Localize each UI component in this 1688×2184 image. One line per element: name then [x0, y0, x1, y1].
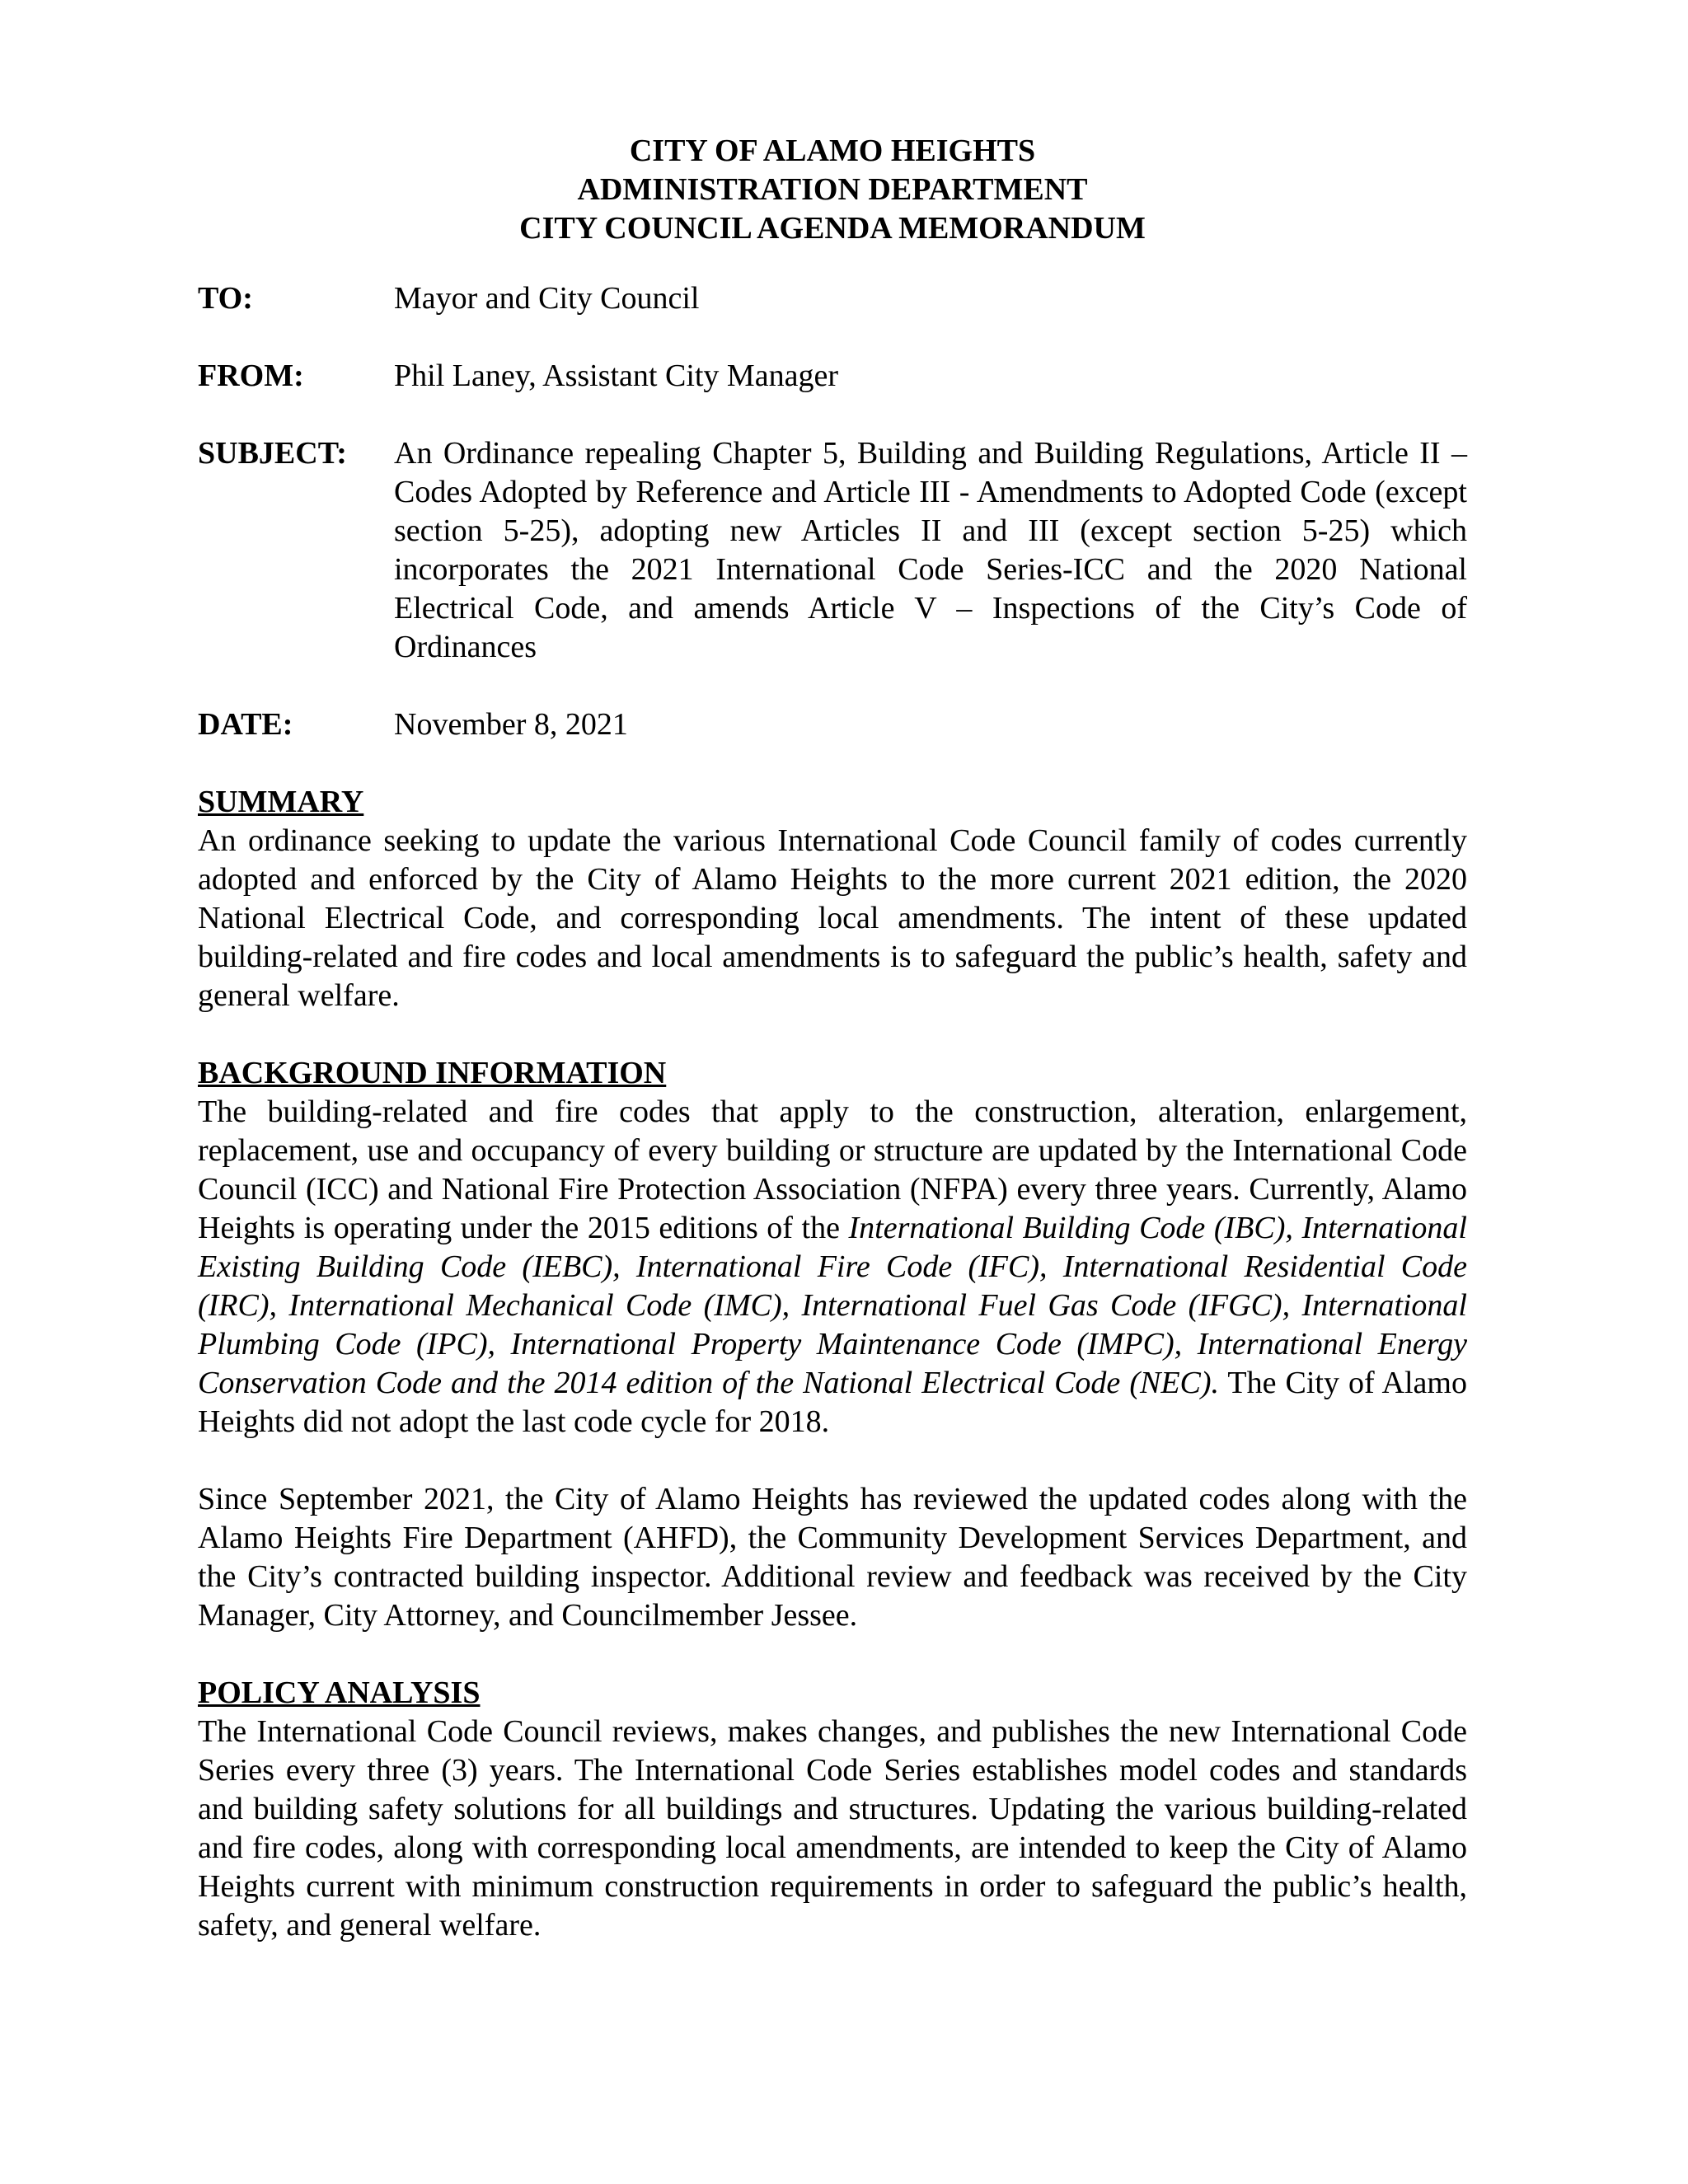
background-section — [198, 1054, 1467, 1635]
policy-section — [198, 1674, 1467, 1945]
background-p1-tail: The City of Alamo Heights did not adopt the last code cycle for 2018. — [198, 1366, 1467, 1439]
to-label: TO: — [198, 281, 253, 316]
policy-text: The International Code Council reviews, makes changes, and publishes the new International Code Series every three (3) years. The International Code Series establishes model codes and standards and building safety solutions for all buildings and structures. Updating the various building-related and fire codes, along with corresponding local amendments, are intended to keep the City of Alamo Heights current with minimum construction requirements in order to safeguard the public’s health, safety, and general welfare. — [198, 1714, 1467, 1943]
from-field — [198, 357, 1467, 396]
to-field — [198, 279, 1467, 318]
summary-section — [198, 783, 1467, 1015]
header-city: CITY OF ALAMO HEIGHTS — [629, 134, 1036, 168]
background-p1-code-list: International Building Code (IBC), International Existing Building Code (IEBC), International Fire Code (IFC), International Residential Code (IRC), International Mechanical Code (IMC), International Fuel Gas Code (IFGC), International Plumbing Code (IPC), International Property Maintenance Code (IMPC), International Energy Conservation Code and the 2014 edition of the National Electrical Code (NEC). — [198, 1211, 1467, 1400]
date-field — [198, 705, 1467, 744]
header-memo-type: CITY COUNCIL AGENDA MEMORANDUM — [519, 211, 1146, 246]
subject-label: SUBJECT: — [198, 436, 347, 471]
from-value: Phil Laney, Assistant City Manager — [394, 359, 838, 393]
policy-heading: POLICY ANALYSIS — [198, 1675, 481, 1710]
memo-header — [198, 132, 1467, 248]
subject-value: An Ordinance repealing Chapter 5, Building and Building Regulations, Article II – Codes Adopted by Reference and Article III - Amendments to Adopted Code (except section 5-25), adopting new Articles II and III (except section 5-25) which incorporates the 2021 International Code Series-ICC and the 2020 National Electrical Code, and amends Article V – Inspections of the City’s Code of Ordinances — [394, 436, 1467, 664]
date-label: DATE: — [198, 707, 293, 742]
subject-field — [198, 434, 1467, 667]
background-paragraph-2: Since September 2021, the City of Alamo Heights has reviewed the updated codes along with the Alamo Heights Fire Department (AHFD), the Community Development Services Department, and the City’s contracted building inspector. Additional review and feedback was received by the City Manager, City Attorney, and Councilmember Jessee. — [198, 1482, 1467, 1633]
summary-heading: SUMMARY — [198, 785, 364, 819]
header-department: ADMINISTRATION DEPARTMENT — [577, 172, 1088, 207]
background-paragraph-1 — [198, 1093, 1467, 1441]
date-value: November 8, 2021 — [394, 707, 628, 742]
background-heading: BACKGROUND INFORMATION — [198, 1056, 667, 1090]
memo-page — [198, 132, 1467, 1984]
summary-text: An ordinance seeking to update the various International Code Council family of codes currently adopted and enforced by the City of Alamo Heights to the more current 2021 edition, the 2020 National Electrical Code, and corresponding local amendments. The intent of these updated building-related and fire codes and local amendments is to safeguard the public’s health, safety and general welfare. — [198, 823, 1467, 1013]
memo-fields — [198, 279, 1467, 744]
to-value: Mayor and City Council — [394, 281, 700, 316]
from-label: FROM: — [198, 359, 304, 393]
background-p1-lead: The building-related and fire codes that apply to the construction, alteration, enlargement, replacement, use and occupancy of every building or structure are updated by the International Code Council (ICC) and National Fire Protection Association (NFPA) every three years. Currently, Alamo Heights is operating under the 2015 editions of the — [198, 1094, 1467, 1245]
